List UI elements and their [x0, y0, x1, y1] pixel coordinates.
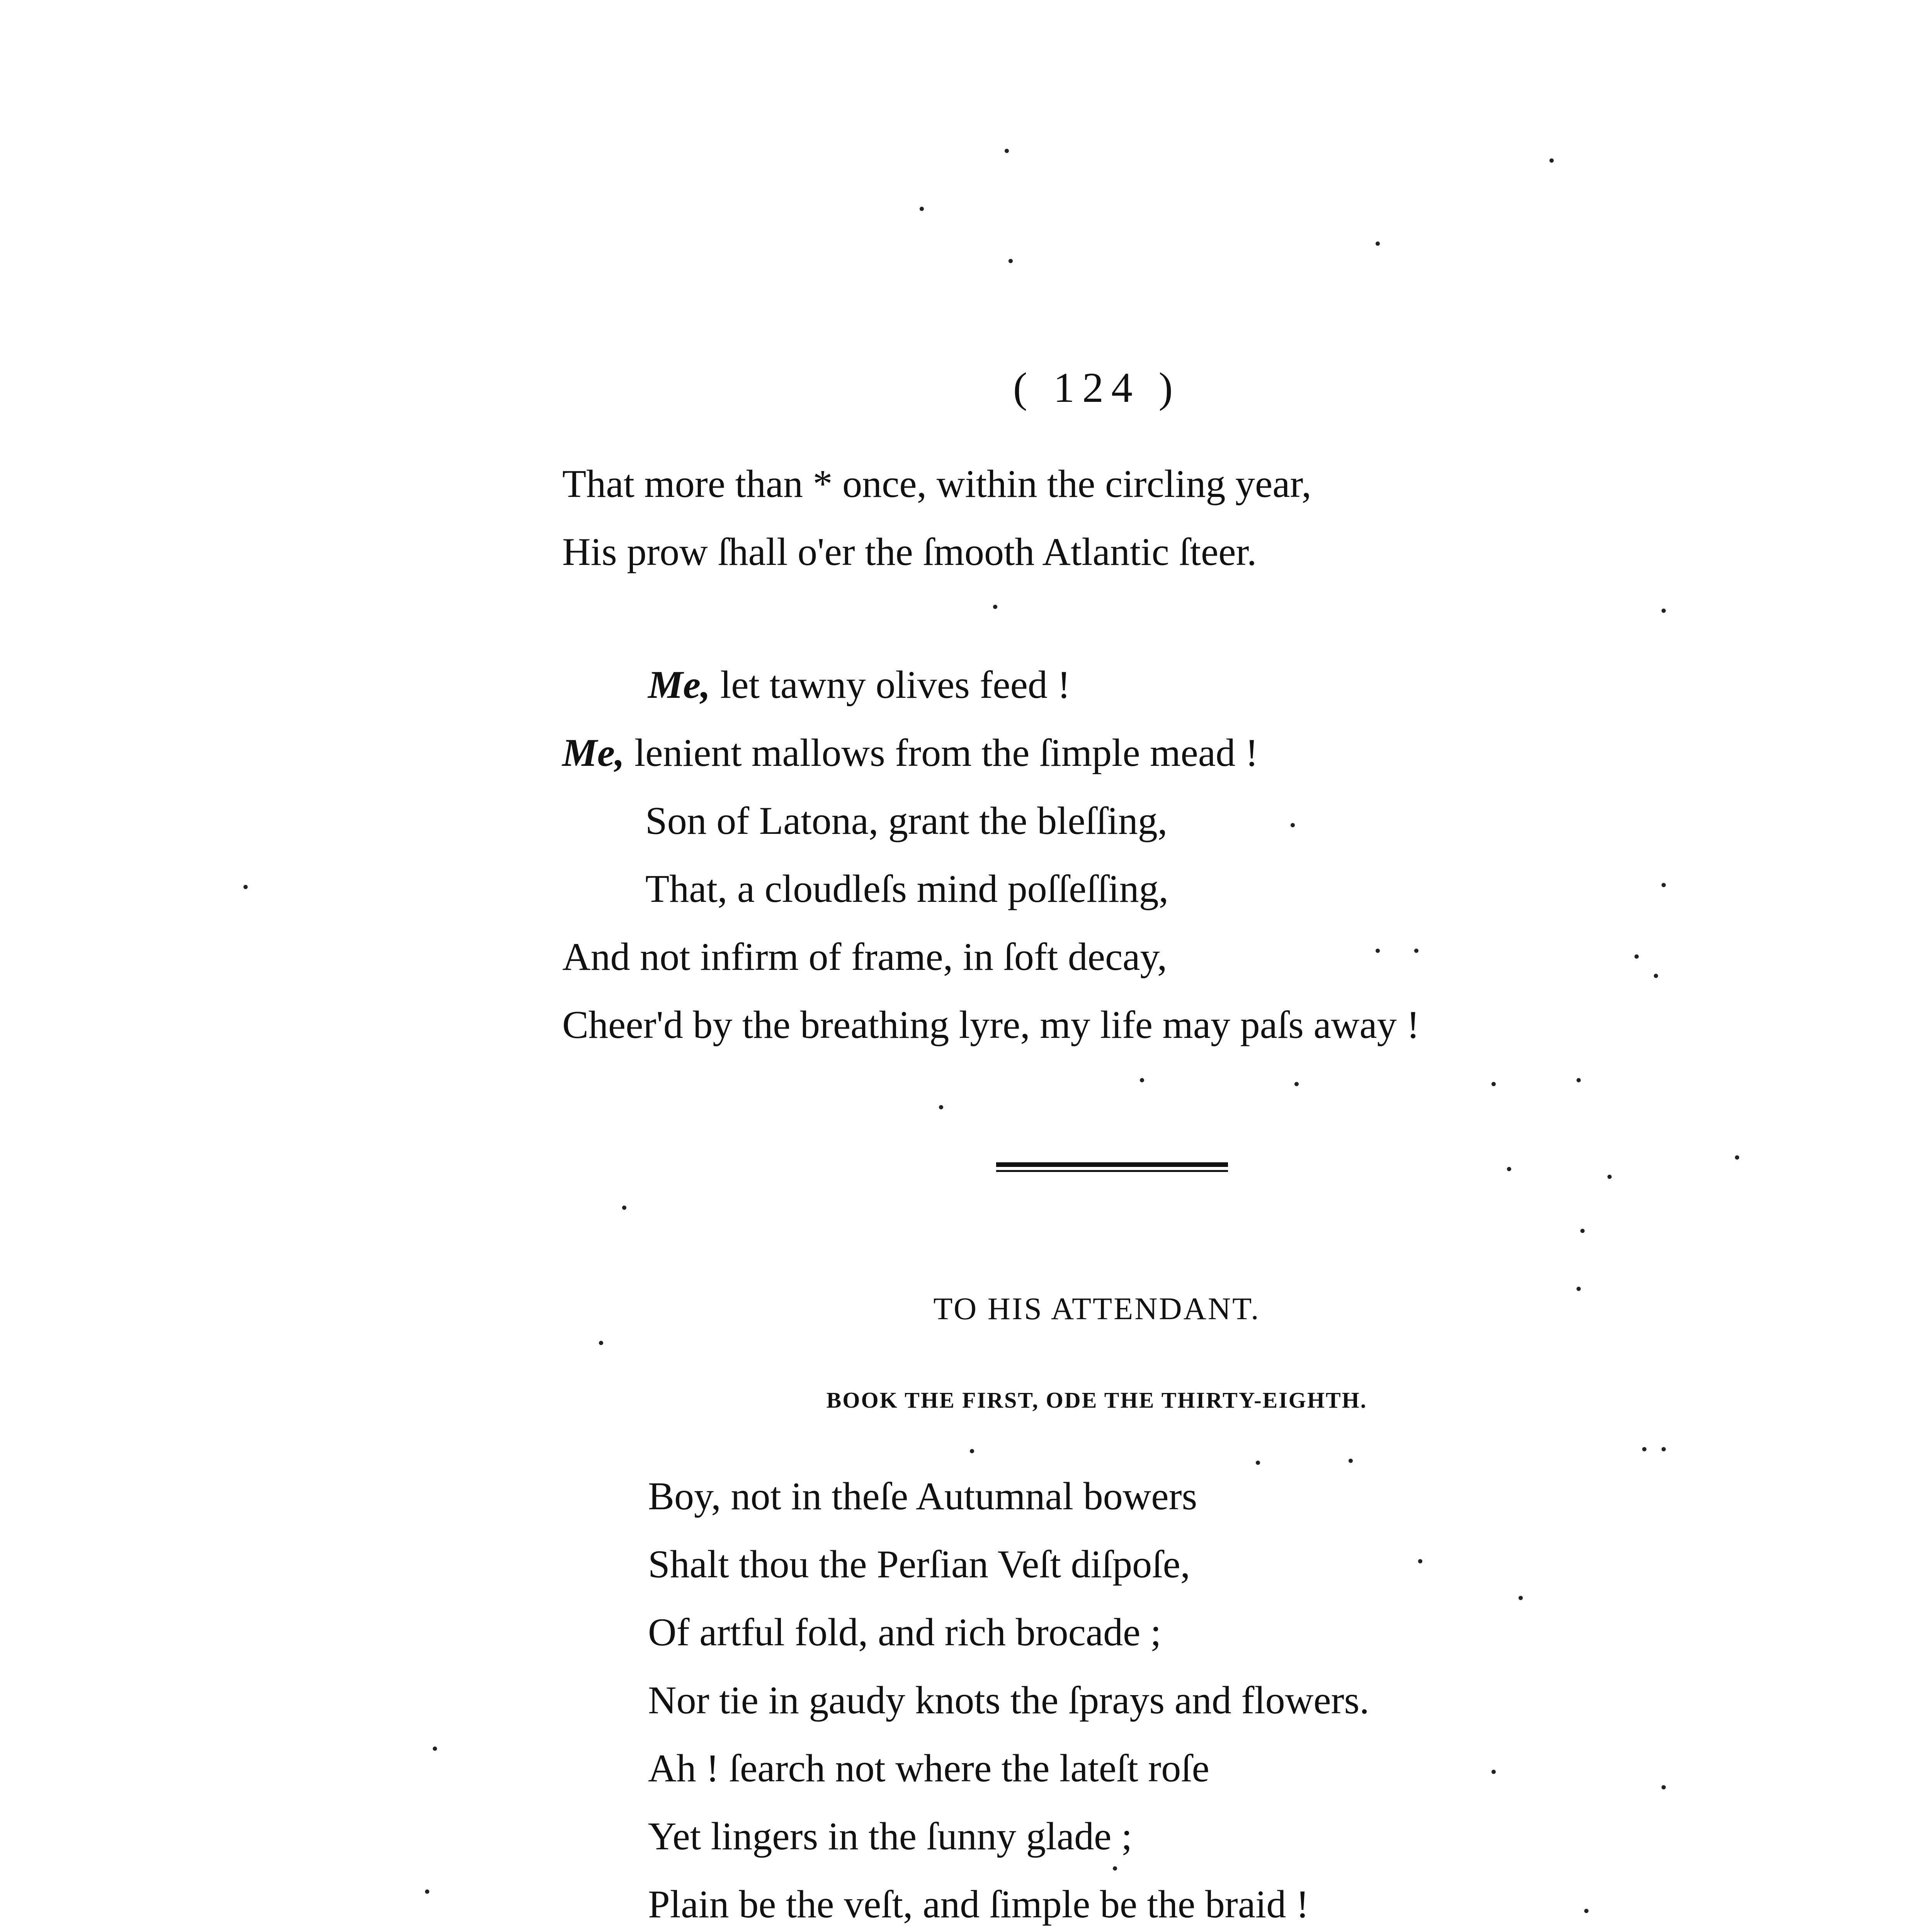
verse-line: Yet lingers in the ſunny glade ;	[648, 1815, 1133, 1858]
verse-line: Ah ! ſearch not where the lateſt roſe	[648, 1747, 1209, 1790]
scan-speck	[1414, 949, 1418, 953]
scan-speck	[1294, 1082, 1299, 1086]
verse-line: His prow ſhall o'er the ſmooth Atlantic ſteer.	[562, 530, 1257, 574]
ode-stanza	[648, 1463, 1932, 1932]
scan-speck	[1256, 1461, 1260, 1465]
verse-line: Shalt thou the Perſian Veſt diſpoſe,	[648, 1543, 1190, 1586]
scan-speck	[1654, 974, 1658, 978]
scan-speck	[1662, 1447, 1666, 1451]
scan-speck	[1507, 1167, 1511, 1171]
scan-speck	[1113, 1866, 1117, 1871]
section-divider	[996, 1162, 1228, 1174]
scan-speck	[1634, 954, 1639, 959]
verse-line: Boy, not in theſe Autumnal bowers	[648, 1475, 1197, 1518]
verse-line: Son of Latona, grant the bleſſing,	[645, 799, 1168, 843]
scan-speck	[243, 885, 248, 889]
scan-speck	[425, 1889, 429, 1894]
scan-speck	[1662, 609, 1666, 613]
verse-text: lenient mallows from the ſimple mead !	[624, 731, 1259, 775]
scan-speck	[1009, 259, 1013, 263]
scan-speck	[1376, 242, 1380, 246]
scan-speck	[1735, 1155, 1739, 1160]
scan-speck	[1519, 1596, 1523, 1600]
scan-speck	[1492, 1082, 1496, 1086]
verse-line: Cheer'd by the breathing lyre, my life may paſs away !	[562, 1003, 1420, 1047]
divider-thin-rule	[996, 1170, 1228, 1172]
scan-speck	[622, 1206, 626, 1210]
scan-speck	[1549, 158, 1554, 163]
stanza-two	[562, 651, 1876, 1059]
verse-line: That, a cloudleſs mind poſſeſſing,	[645, 867, 1169, 911]
verse-text: let tawny olives feed !	[710, 663, 1071, 707]
stanza-one	[562, 450, 1876, 586]
scan-speck	[920, 207, 924, 211]
scan-speck	[599, 1341, 603, 1345]
scan-speck	[1140, 1078, 1144, 1082]
scan-speck	[1642, 1447, 1646, 1451]
scan-speck	[433, 1747, 437, 1751]
scan-speck	[1005, 149, 1009, 153]
scan-speck	[939, 1105, 943, 1109]
verse-line: And not infirm of frame, in ſoft decay,	[562, 935, 1167, 979]
scan-speck	[1607, 1175, 1612, 1179]
verse-emphasis: Me,	[562, 731, 625, 775]
scan-speck	[1580, 1229, 1585, 1233]
verse-line: Of artful fold, and rich brocade ;	[648, 1611, 1162, 1654]
ode-title: TO HIS ATTENDANT.	[933, 1291, 1260, 1326]
page-number: ( 124 )	[1013, 364, 1181, 411]
scan-speck	[1418, 1559, 1422, 1563]
scan-speck	[1376, 949, 1380, 953]
verse-line: That more than * once, within the circling year,	[562, 462, 1311, 506]
scan-speck	[1577, 1078, 1581, 1082]
scan-speck	[1584, 1909, 1588, 1913]
scan-speck	[1662, 883, 1666, 887]
verse-emphasis: Me,	[648, 663, 711, 707]
scan-speck	[970, 1449, 974, 1453]
scan-speck	[1577, 1287, 1581, 1291]
scan-speck	[1492, 1770, 1496, 1774]
ode-subtitle: BOOK THE FIRST, ODE THE THIRTY-EIGHTH.	[826, 1388, 1367, 1413]
scan-speck	[1291, 823, 1295, 827]
verse-line: Nor tie in gaudy knots the ſprays and flowers.	[648, 1679, 1369, 1722]
verse-line	[562, 719, 1876, 787]
scan-speck	[1349, 1459, 1353, 1463]
scan-speck	[993, 605, 997, 609]
verse-line: Plain be the veſt, and ſimple be the braid !	[648, 1883, 1309, 1926]
verse-line	[562, 651, 1876, 719]
scan-speck	[1662, 1785, 1666, 1789]
divider-thick-rule	[996, 1162, 1228, 1167]
